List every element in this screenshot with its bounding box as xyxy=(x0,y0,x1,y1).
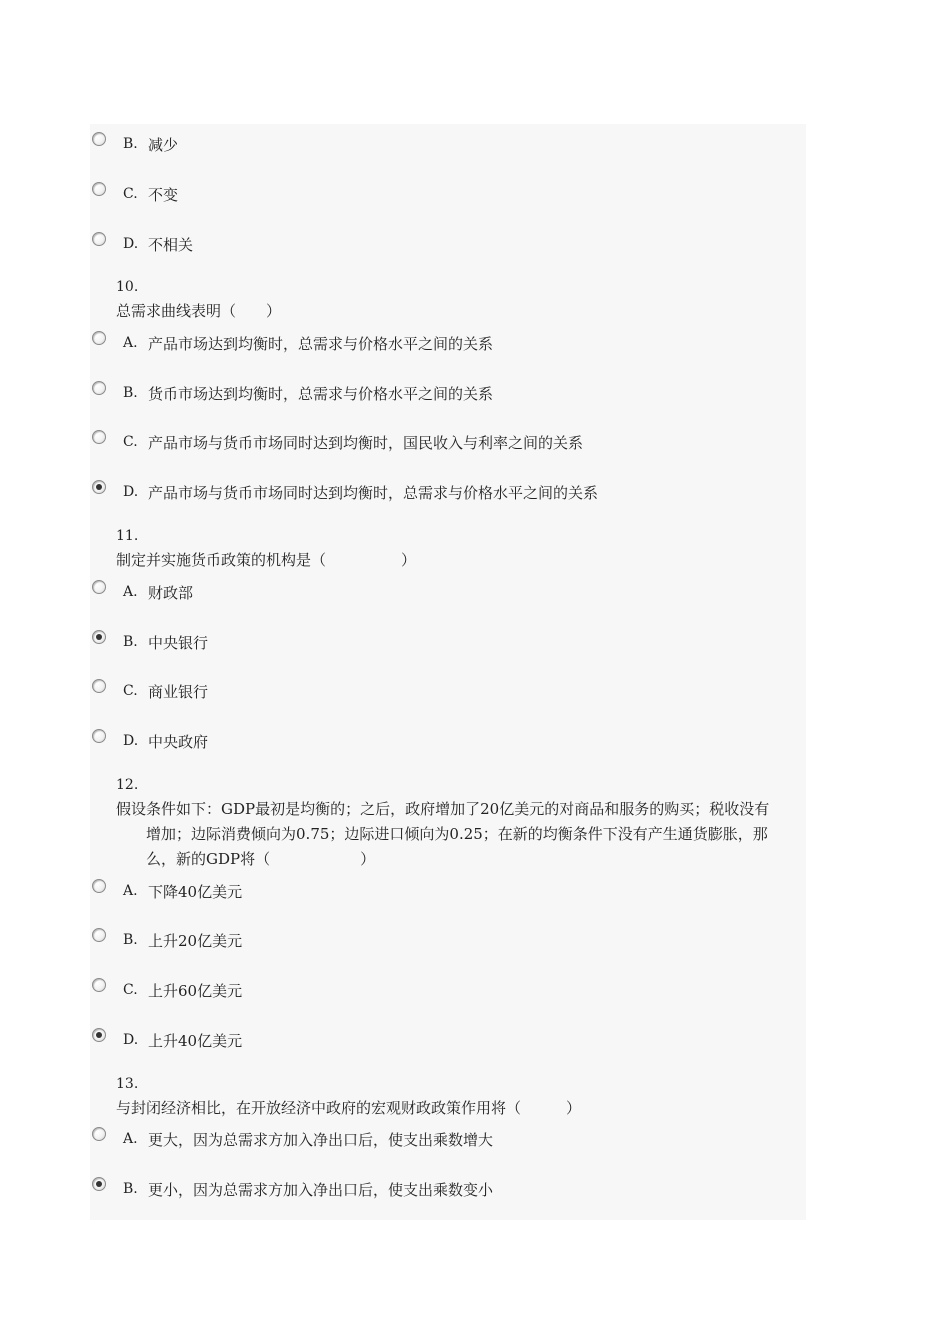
q12-stem-line-1: 假设条件如下：GDP最初是均衡的；之后，政府增加了20亿美元的对商品和服务的购买；税收没有 xyxy=(116,800,770,818)
q13-option-a[interactable] xyxy=(92,1128,493,1150)
radio-button[interactable] xyxy=(92,381,106,395)
option-text: 商业银行 xyxy=(148,682,209,701)
option-letter: C. xyxy=(123,186,138,202)
option-letter: A. xyxy=(123,584,138,600)
quiz-panel xyxy=(90,124,806,1220)
q12-number: 12. xyxy=(116,777,139,793)
q9-option-c[interactable] xyxy=(92,183,178,205)
q10-option-c[interactable] xyxy=(92,431,583,453)
q10-stem: 总需求曲线表明（ ） xyxy=(116,302,282,320)
option-text: 减少 xyxy=(148,135,179,154)
q12-option-d[interactable] xyxy=(92,1029,242,1051)
radio-button[interactable] xyxy=(92,331,106,345)
option-letter: B. xyxy=(123,1181,138,1197)
q12-option-c[interactable] xyxy=(92,979,242,1001)
q13-number: 13. xyxy=(116,1076,139,1092)
option-letter: C. xyxy=(123,434,138,450)
q11-option-c[interactable] xyxy=(92,680,208,702)
radio-button[interactable] xyxy=(92,679,106,693)
option-letter: A. xyxy=(123,883,138,899)
option-letter: D. xyxy=(123,1032,139,1048)
option-letter: A. xyxy=(123,335,138,351)
option-letter: B. xyxy=(123,136,138,152)
q13-stem: 与封闭经济相比，在开放经济中政府的宏观财政政策作用将（ ） xyxy=(116,1099,582,1117)
q11-option-b[interactable] xyxy=(92,631,208,653)
option-text: 产品市场达到均衡时，总需求与价格水平之间的关系 xyxy=(148,334,494,353)
radio-button[interactable] xyxy=(92,630,106,644)
radio-button[interactable] xyxy=(92,182,106,196)
q12-option-a[interactable] xyxy=(92,880,242,902)
radio-button[interactable] xyxy=(92,1028,106,1042)
option-letter: C. xyxy=(123,982,138,998)
option-text: 上升40亿美元 xyxy=(148,1031,243,1050)
option-text: 货币市场达到均衡时，总需求与价格水平之间的关系 xyxy=(148,384,494,403)
option-letter: D. xyxy=(123,733,139,749)
radio-button[interactable] xyxy=(92,232,106,246)
option-letter: C. xyxy=(123,683,138,699)
option-text: 财政部 xyxy=(148,583,194,602)
q9-option-d[interactable] xyxy=(92,233,193,255)
q12-stem-line-2: 增加；边际消费倾向为0.75；边际进口倾向为0.25；在新的均衡条件下没有产生通货膨胀，那 xyxy=(146,825,768,843)
q11-stem: 制定并实施货币政策的机构是（ ） xyxy=(116,551,417,569)
radio-button[interactable] xyxy=(92,729,106,743)
option-letter: D. xyxy=(123,484,139,500)
radio-button[interactable] xyxy=(92,580,106,594)
option-text: 下降40亿美元 xyxy=(148,882,243,901)
q11-number: 11. xyxy=(116,528,139,544)
q10-option-b[interactable] xyxy=(92,382,493,404)
q10-number: 10. xyxy=(116,279,139,295)
q11-option-d[interactable] xyxy=(92,730,208,752)
option-text: 产品市场与货币市场同时达到均衡时，总需求与价格水平之间的关系 xyxy=(148,483,599,502)
q10-option-d[interactable] xyxy=(92,481,598,503)
q12-stem xyxy=(116,797,808,872)
radio-button[interactable] xyxy=(92,978,106,992)
q9-option-b[interactable] xyxy=(92,133,178,155)
option-text: 更大，因为总需求方加入净出口后，使支出乘数增大 xyxy=(148,1130,494,1149)
option-text: 上升20亿美元 xyxy=(148,931,243,950)
radio-button[interactable] xyxy=(92,480,106,494)
option-text: 中央政府 xyxy=(148,732,209,751)
option-letter: A. xyxy=(123,1131,138,1147)
q10-option-a[interactable] xyxy=(92,332,493,354)
option-text: 中央银行 xyxy=(148,633,209,652)
radio-button[interactable] xyxy=(92,928,106,942)
q12-option-b[interactable] xyxy=(92,929,242,951)
radio-button[interactable] xyxy=(92,879,106,893)
q13-option-b[interactable] xyxy=(92,1178,493,1200)
option-text: 不相关 xyxy=(148,235,194,254)
option-text: 更小，因为总需求方加入净出口后，使支出乘数变小 xyxy=(148,1180,494,1199)
option-letter: D. xyxy=(123,236,139,252)
radio-button[interactable] xyxy=(92,1177,106,1191)
option-text: 不变 xyxy=(148,185,179,204)
q11-option-a[interactable] xyxy=(92,581,193,603)
option-text: 产品市场与货币市场同时达到均衡时，国民收入与利率之间的关系 xyxy=(148,433,584,452)
option-letter: B. xyxy=(123,932,138,948)
radio-button[interactable] xyxy=(92,132,106,146)
option-letter: B. xyxy=(123,634,138,650)
option-text: 上升60亿美元 xyxy=(148,981,243,1000)
radio-button[interactable] xyxy=(92,1127,106,1141)
radio-button[interactable] xyxy=(92,430,106,444)
q12-stem-line-3: 么，新的GDP将（ ） xyxy=(146,850,376,868)
option-letter: B. xyxy=(123,385,138,401)
